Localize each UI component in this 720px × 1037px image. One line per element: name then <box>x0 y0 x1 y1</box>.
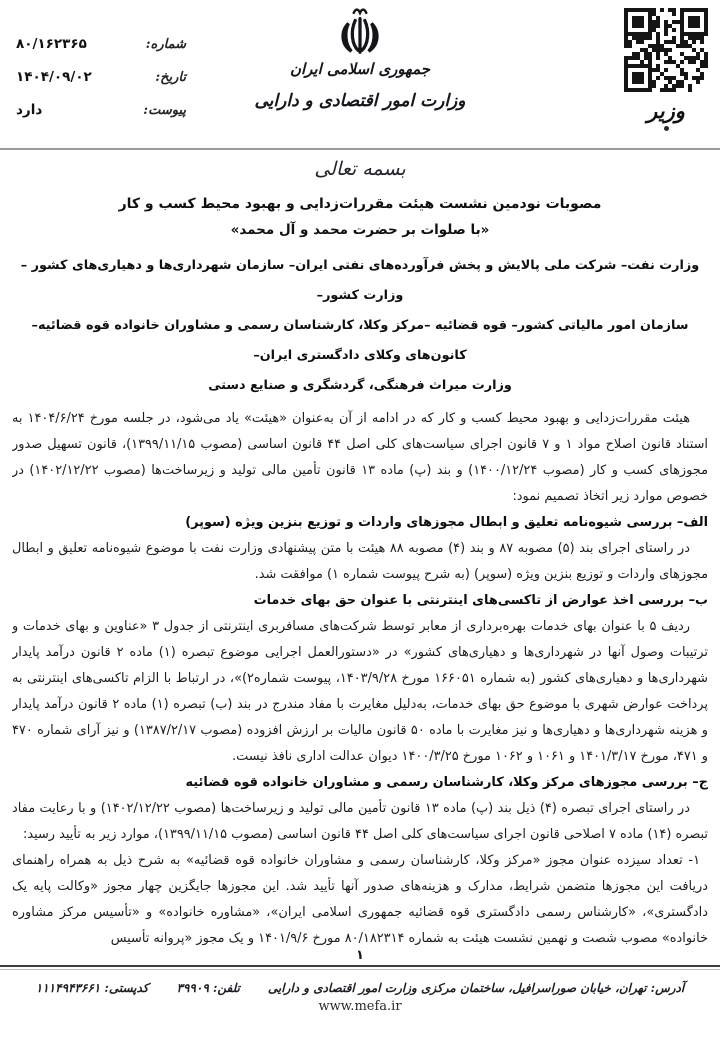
number-value: ۸۰/۱۶۲۳۶۵ <box>16 36 87 52</box>
footer-address: آدرس: تهران، خیابان صوراسرافیل، ساختمان مرکزی وزارت امور اقتصادی و دارایی <box>267 981 685 995</box>
number-label: شماره: <box>145 36 186 52</box>
addressee-list <box>12 251 708 401</box>
section-body-jim: در راستای اجرای تبصره (۴) ذیل بند (پ) ماده ۱۳ قانون تأمین مالی تولید و زیرساخت‌ها (مصوب ۱۴۰۲/۱۲/۲۲) و با رعایت مفاد تبصره (۱۴) ماده ۷ اصلاحی قانون اجرای سیاست‌های کلی اصل ۴۴ قانون اساسی (مصوب ۱۳۹۹/۱۱/۱۵)، موارد زیر به تأیید رسید: <box>12 801 708 842</box>
footer-divider <box>0 969 720 970</box>
letter-footer <box>0 965 720 1037</box>
country-name: جمهوری اسلامی ایران <box>289 60 431 78</box>
section-heading-alef: الف– بررسی شیوه‌نامه تعلیق و ابطال مجوزهای واردات و توزیع بنزین ویژه (سوپر) <box>185 515 708 530</box>
page-number: ۱ <box>356 948 364 963</box>
meta-date-row <box>16 69 186 85</box>
letter-meta <box>16 36 186 135</box>
footer-contact-line <box>0 981 720 995</box>
bismillah: بسمه تعالی <box>314 158 406 180</box>
footer-postal-code: کدپستی: ۱۱۱۴۹۴۳۶۶۱ <box>35 981 149 995</box>
footer-website: www.mefa.ir <box>318 999 402 1014</box>
section-body-be: ردیف ۵ با عنوان بهای خدمات بهره‌برداری از معابر توسط شرکت‌های مسافربری اینترنتی از جدول ۳ «عناوین و بهای خدمات و ترتیبات وصول آنها در شهرداری‌ها و دهیاری‌های کشور» در «دستورالعمل اجرایی موضوع تبصره (۱) ماده ۲ قانون درآمد پایدار شهرداری‌ها و دهیاری‌های کشور (به شماره ۱۶۶۰۵۱ مورخ ۱۴۰۳/۹/۲۸، پیوست شماره۲)»، در ارتباط با الزام تاکسی‌های اینترنتی به پرداخت عوارض شهری با موضوع حق بهای خدمات، به‌دلیل مغایرت با مفاد مندرج در بند (ب) تبصره (۱) ماده ۲ قانون درآمد پایدار و هزینه شهرداری‌ها و دهیاری‌ها و نیز مغایرت با ماده ۵۰ قانون مالیات بر ارزش افزوده (مصوب ۱۳۸۷/۲/۱۷) و نیز آرای شماره ۴۷۰ و ۴۷۱، مورخ ۱۴۰۱/۳/۱۷ و ۱۰۶۱ و ۱۰۶۲ مورخ ۱۴۰۰/۳/۲۵ دیوان عدالت اداری نافذ نیست. <box>12 619 708 764</box>
attachment-value: دارد <box>16 102 43 118</box>
attachment-label: پیوست: <box>143 102 186 118</box>
intro-paragraph: هیئت مقررات‌زدایی و بهبود محیط کسب و کار که در ادامه از آن به‌عنوان «هیئت» یاد می‌شود، در جلسه مورخ ۱۴۰۴/۶/۲۴ به استناد قانون اصلاح مواد ۱ و ۷ قانون اجرای سیاست‌های کلی اصل ۴۴ قانون اساسی (مصوب ۱۳۹۹/۱۱/۱۵)، قانون تسهیل صدور مجوزهای کسب و کار (مصوب ۱۴۰۰/۱۲/۲۴) و بند (پ) ماده ۱۳ قانون تأمین مالی تولید و زیرساخت‌ها (مصوب ۱۴۰۲/۱۲/۲۲) در خصوص موارد زیر اتخاذ تصمیم نمود: <box>12 411 708 504</box>
meta-number-row <box>16 36 186 52</box>
addressee-line: سازمان امور مالیاتی کشور– قوه قضائیه –مرکز وکلا، کارشناسان رسمی و مشاوران خانواده قوه قضائیه– کانون‌های وکلای دادگستری ایران– <box>31 318 689 363</box>
document-body <box>12 152 708 953</box>
addressee-line: وزارت نفت– شرکت ملی پالایش و پخش فرآورده‌های نفتی ایران– سازمان شهرداری‌ها و دهیاری‌های کشور –وزارت کشور– <box>20 258 700 303</box>
section-heading-jim: ج– بررسی مجوزهای مرکز وکلا، کارشناسان رسمی و مشاوران خانواده قوه قضائیه <box>185 775 708 790</box>
date-value: ۱۴۰۴/۰۹/۰۲ <box>16 69 92 85</box>
resolution-item-1: ۱- تعداد سیزده عنوان مجوز «مرکز وکلا، کارشناسان رسمی و مشاوران خانواده قوه قضائیه» به شرح ذیل به همراه راهنمای دریافت این مجوزها متضمن شرایط، مدارک و هزینه‌های صدور آنها تأیید شد. این مجوزها جایگزین چهار مجوز «وکالت پایه یک دادگستری»، «کارشناس رسمی دادگستری قوه قضائیه جمهوری اسلامی ایران»، «مشاوره خانواده» و «تأسیس مرکز مشاوره خانواده» مصوب شصت و نهمین نشست هیئت به شماره ۸۰/۱۸۲۳۱۴ مورخ ۱۴۰۱/۹/۶ و یک مجوز «پروانه تأسیس <box>12 853 708 946</box>
header-divider <box>0 148 720 150</box>
minister-label: وزیر <box>647 98 685 123</box>
iran-emblem-icon <box>190 6 530 60</box>
date-label: تاریخ: <box>155 69 186 85</box>
document-title: مصوبات نودمین نشست هیئت مقررات‌زدایی و بهبود محیط کسب و کار <box>118 196 602 212</box>
minister-mark <box>664 126 669 131</box>
qr-block <box>618 8 714 131</box>
meta-attachment-row <box>16 102 186 118</box>
qr-code-icon <box>623 8 709 94</box>
section-heading-be: ب– بررسی اخذ عوارض از تاکسی‌های اینترنتی با عنوان حق بهای خدمات <box>253 593 708 608</box>
ministry-name: وزارت امور اقتصادی و دارایی <box>254 91 466 111</box>
addressee-line: وزارت میراث فرهنگی، گردشگری و صنایع دستی <box>208 378 512 393</box>
document-subtitle: «با صلوات بر حضرت محمد و آل محمد» <box>230 222 490 238</box>
section-body-alef: در راستای اجرای بند (۵) مصوبه ۸۷ و بند (۴) مصوبه ۸۸ هیئت با متن پیشنهادی وزارت نفت با موضوع شیوه‌نامه تعلیق و ابطال مجوزهای واردات و توزیع بنزین ویژه (سوپر) (به شرح پیوست شماره ۱) موافقت شد. <box>12 541 708 582</box>
letterhead <box>0 0 720 148</box>
letterhead-center <box>190 6 530 111</box>
footer-phone: تلفن: ۳۹۹۰۹ <box>176 981 240 995</box>
